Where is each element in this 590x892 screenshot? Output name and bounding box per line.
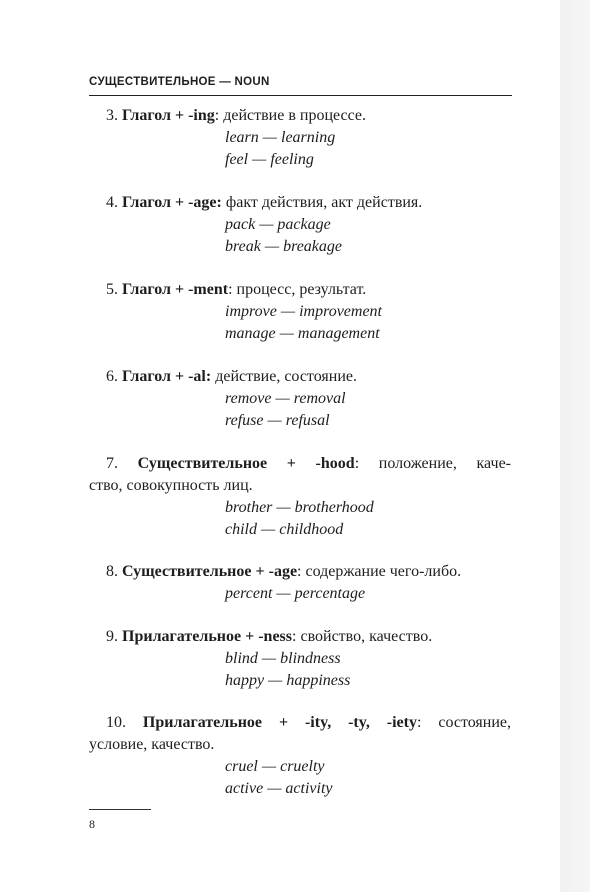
entry-title: Глагол + -age:	[122, 194, 222, 211]
entry-title: Прилагательное + -ness	[122, 628, 293, 645]
entry-description: : содержание чего-либо.	[297, 563, 462, 580]
entry-number: 9.	[106, 628, 118, 645]
example: child — childhood	[225, 521, 344, 538]
entry-title: Существительное + -age	[122, 563, 298, 580]
example: percent — percentage	[225, 585, 366, 602]
entry-description-continued: ство, совокупность лиц.	[89, 477, 253, 494]
footnote-rule	[89, 809, 151, 810]
entry-description: : действие в процессе.	[214, 107, 367, 124]
entry-description: факт действия, акт действия.	[221, 194, 423, 211]
example: cruel — cruelty	[225, 758, 325, 775]
entry-number: 3.	[106, 107, 118, 124]
example: manage — management	[225, 325, 380, 342]
example: break — breakage	[225, 238, 342, 255]
page-edge-shadow	[560, 0, 590, 892]
entry-description: : положение, каче-	[354, 455, 511, 472]
entry-title: Глагол + -ment	[122, 281, 229, 298]
entry-number: 10.	[106, 714, 126, 731]
example: blind — blindness	[225, 650, 341, 667]
example: improve — improvement	[225, 303, 382, 320]
example: active — activity	[225, 780, 333, 797]
entry-title: Прилагательное + -ity, -ty, -iety	[142, 714, 417, 731]
entry-number: 7.	[106, 455, 118, 472]
entry-title: Глагол + -ing	[122, 107, 215, 124]
entry-number: 4.	[106, 194, 118, 211]
entry-heading	[106, 562, 511, 582]
entry-heading	[106, 454, 511, 474]
entry-number: 5.	[106, 281, 118, 298]
entry-description: : процесс, результат.	[228, 281, 367, 298]
example: pack — package	[225, 216, 331, 233]
example: happy — happiness	[225, 672, 351, 689]
entry-heading	[106, 627, 511, 647]
entry-heading	[106, 193, 511, 213]
entry-number: 6.	[106, 368, 118, 385]
example: remove — removal	[225, 390, 346, 407]
entry-number: 8.	[106, 563, 118, 580]
entry-title: Существительное + -hood	[137, 455, 355, 472]
entry-heading	[106, 280, 511, 300]
entry-heading	[106, 106, 511, 126]
entry-description-continued: условие, качество.	[89, 736, 215, 753]
example: brother — brotherhood	[225, 499, 374, 516]
entry-heading	[106, 367, 511, 387]
running-header: СУЩЕСТВИТЕЛЬНОЕ — NOUN	[89, 76, 270, 88]
entry-description: действие, состояние.	[211, 368, 357, 385]
header-rule	[89, 95, 512, 96]
example: feel — feeling	[225, 151, 314, 168]
example: refuse — refusal	[225, 412, 330, 429]
example: learn — learning	[225, 129, 336, 146]
entry-heading	[106, 713, 511, 733]
page-number: 8	[89, 817, 95, 831]
entry-description: : свойство, качество.	[292, 628, 433, 645]
entry-description: : состояние,	[417, 714, 512, 731]
entry-title: Глагол + -al:	[122, 368, 212, 385]
